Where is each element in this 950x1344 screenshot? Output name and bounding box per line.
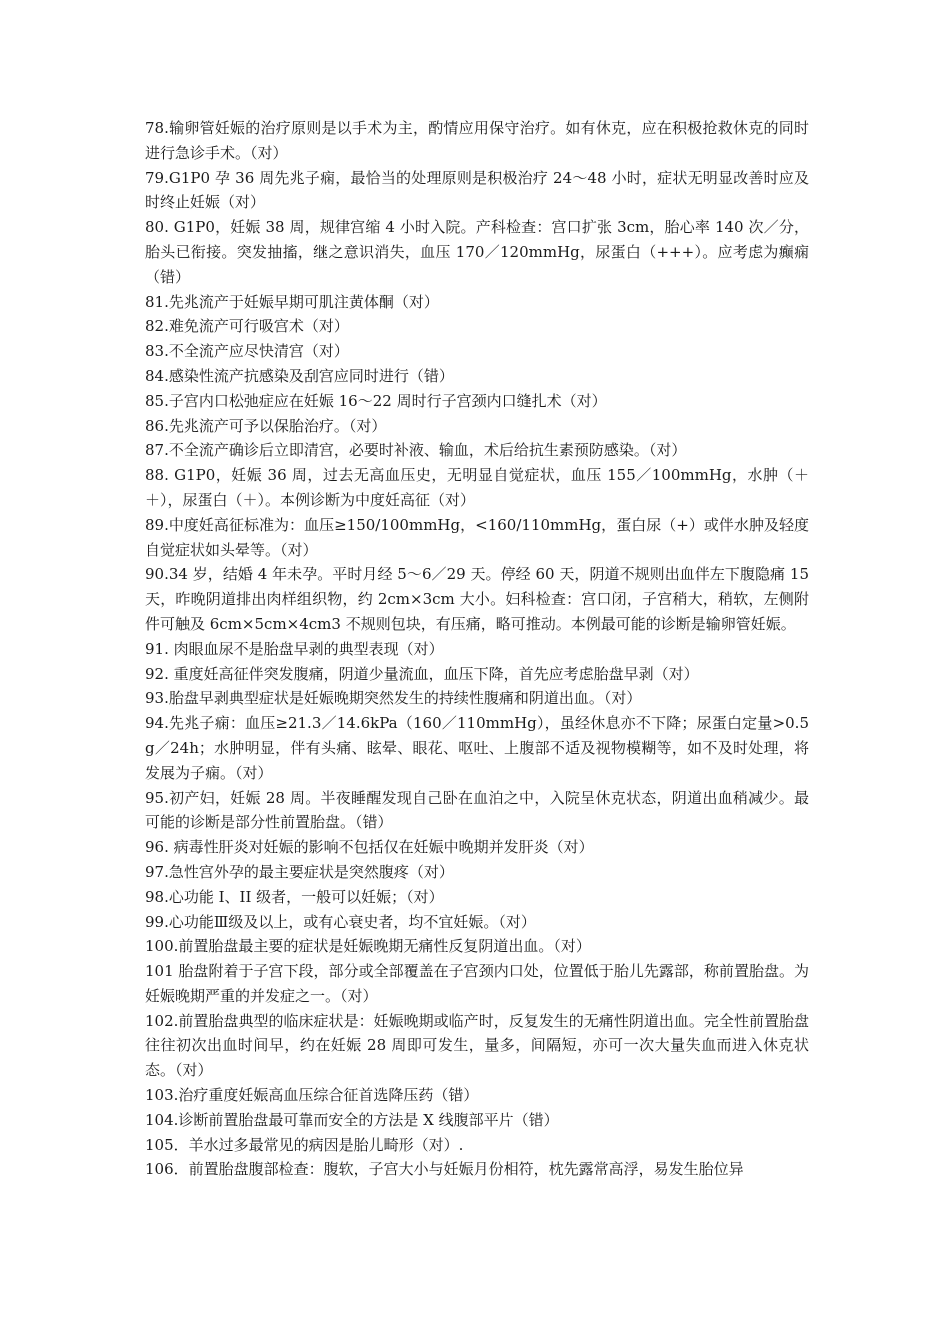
item-104: 104.诊断前置胎盘最可靠而安全的方法是 X 线腹部平片（错） — [145, 1110, 559, 1129]
item-84: 84.感染性流产抗感染及刮宫应同时进行（错） — [145, 366, 454, 385]
item-86: 86.先兆流产可予以保胎治疗。（对） — [145, 416, 387, 435]
item-97: 97.急性宫外孕的最主要症状是突然腹疼（对） — [145, 862, 454, 881]
item-90: 90.34 岁，结婚 4 年未孕。平时月经 5～6／29 天。停经 60 天，阴道不规则出血伴左下腹隐痛 15 天，昨晚阴道排出肉样组织物，约 2cm×3cm 大小。妇科检查：宫口闭，子宫稍大，稍软，左侧附件可触及 6cm×5cm×4cm3 不规则包块，有压痛，略可推动。本例最可能的诊断是输卵管妊娠。 — [145, 565, 809, 633]
item-103: 103.治疗重度妊娠高血压综合征首选降压药（错） — [145, 1086, 479, 1105]
item-81: 81.先兆流产于妊娠早期可肌注黄体酮（对） — [145, 292, 439, 311]
item-102: 102.前置胎盘典型的临床症状是：妊娠晚期或临产时，反复发生的无痛性阴道出血。完全性前置胎盘往往初次出血时间早，约在妊娠 28 周即可发生，量多，间隔短，亦可一次大量失血而进入休克状态。（对） — [145, 1011, 809, 1080]
item-106: 106．前置胎盘腹部检查：腹软，子宫大小与妊娠月份相符，枕先露常高浮，易发生胎位异 — [145, 1160, 744, 1179]
item-79: 79.G1P0 孕 36 周先兆子痫，最恰当的处理原则是积极治疗 24～48 小时，症状无明显改善时应及时终止妊娠（对） — [145, 168, 809, 212]
item-82: 82.难免流产可行吸宫术（对） — [145, 317, 349, 336]
document-body — [145, 116, 809, 1182]
item-88: 88. G1P0，妊娠 36 周，过去无高血压史，无明显自觉症状，血压 155／100mmHg，水肿（＋＋），尿蛋白（＋）。本例诊断为中度妊高征（对） — [145, 466, 809, 509]
item-89: 89.中度妊高征标准为：血压≥150/100mmHg，<160/110mmHg，蛋白尿（+）或伴水肿及轻度自觉症状如头晕等。（对） — [145, 515, 809, 559]
item-101: 101 胎盘附着于子宫下段，部分或全部覆盖在子宫颈内口处，位置低于胎儿先露部，称前置胎盘。为妊娠晚期严重的并发症之一。（对） — [145, 962, 809, 1005]
item-80: 80. G1P0，妊娠 38 周，规律宫缩 4 小时入院。产科检查：宫口扩张 3cm，胎心率 140 次／分，胎头已衔接。突发抽搐，继之意识消失，血压 170／120mmHg，尿蛋白（+++）。应考虑为癫痫（错） — [145, 218, 809, 286]
item-96: 96. 病毒性肝炎对妊娠的影响不包括仅在妊娠中晚期并发肝炎（对） — [145, 838, 594, 857]
item-92: 92. 重度妊高征伴突发腹痛，阴道少量流血，血压下降，首先应考虑胎盘早剥（对） — [145, 664, 699, 683]
item-93: 93.胎盘早剥典型症状是妊娠晚期突然发生的持续性腹痛和阴道出血。（对） — [145, 689, 642, 708]
item-105: 105．羊水过多最常见的病因是胎儿畸形（对）. — [145, 1135, 464, 1154]
item-95: 95.初产妇，妊娠 28 周。半夜睡醒发现自己卧在血泊之中，入院呈休克状态，阴道出血稍减少。最可能的诊断是部分性前置胎盘。（错） — [145, 788, 809, 832]
item-94: 94.先兆子痫：血压≥21.3／14.6kPa（160／110mmHg），虽经休息亦不下降；尿蛋白定量>0.5g／24h；水肿明显，伴有头痛、眩晕、眼花、呕吐、上腹部不适及视物模糊等，如不及时处理，将发展为子痫。（对） — [145, 714, 809, 782]
item-83: 83.不全流产应尽快清宫（对） — [145, 342, 349, 361]
item-91: 91. 肉眼血尿不是胎盘早剥的典型表现（对） — [145, 639, 444, 658]
item-98: 98.心功能 I、II 级者，一般可以妊娠；（对） — [145, 887, 444, 906]
item-78: 78.输卵管妊娠的治疗原则是以手术为主，酌情应用保守治疗。如有休克，应在积极抢救休克的同时进行急诊手术。（对） — [145, 119, 809, 162]
item-100: 100.前置胎盘最主要的症状是妊娠晚期无痛性反复阴道出血。（对） — [145, 937, 591, 956]
item-85: 85.子宫内口松弛症应在妊娠 16～22 周时行子宫颈内口缝扎术（对） — [145, 391, 607, 410]
item-99: 99.心功能Ⅲ级及以上，或有心衰史者，均不宜妊娠。（对） — [145, 912, 536, 931]
item-87: 87.不全流产确诊后立即清宫，必要时补液、输血，术后给抗生素预防感染。（对） — [145, 441, 687, 460]
